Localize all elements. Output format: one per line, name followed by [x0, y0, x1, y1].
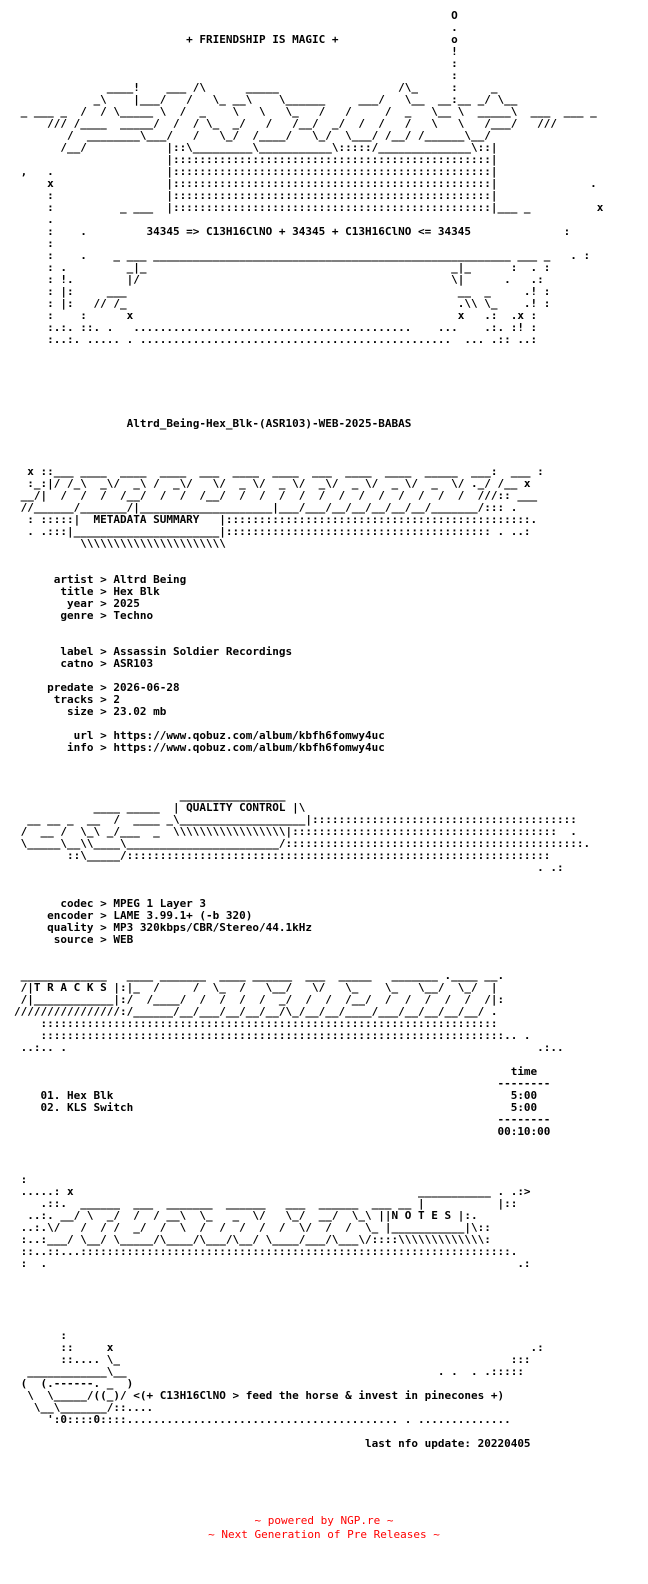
- nfo-line: :..:___/ \__/ \_____/\____/\___/\__/ \____/___/\___\/::::\\\\\\\\\\\\\:: [14, 1233, 491, 1246]
- nfo-line: :_:|/ /_\ _\/ _\ / _\/ \/ _ \/ _ \/ _\/ _ \/ _ \/ _ \/ ._/ /__ x: [14, 477, 531, 490]
- nfo-line: .: [14, 213, 54, 226]
- nfo-line: //______/_______/|____________________|___/___/__/__/__/__/__/_______/::: .: [14, 501, 518, 514]
- nfo-line: title > Hex Blk: [14, 585, 160, 598]
- nfo-line: : . _ ___ ______________________________________________________ ___ _ . :: [14, 249, 591, 262]
- nfo-line: /|____________|:/ /____/ / / / / _/ / / /__/ / / / / / /|:: [14, 993, 505, 1006]
- nfo-line: [14, 1306, 603, 1318]
- nfo-line: __ __ _ __ / ____ _\___________________|::::::::::::::::::::::::::::::::::::::::: [14, 813, 577, 826]
- nfo-line: / __ / \_\ _/___ _ \\\\\\\\\\\\\\\\\|:::::::::::::::::::::::::::::::::::::::: .: [14, 825, 577, 838]
- nfo-line: . .:::|______________________|:::::::::::::::::::::::::::::::::::::::: . ..:: [14, 525, 531, 538]
- nfo-line: \_____\__\\____\_______________________/:::::::::::::::::::::::::::::::::::::::::::::.: [14, 837, 591, 850]
- nfo-line: quality > MP3 320kbps/CBR/Stereo/44.1kHz: [14, 921, 313, 934]
- nfo-line: . .:: [14, 861, 564, 874]
- nfo-line: /__/ |::\_________\___________\:::::/______________\::|: [14, 141, 498, 154]
- nfo-line: : . 34345 => C13H16ClNO + 34345 + C13H16ClNO <= 34345 :: [14, 225, 571, 238]
- nfo-line: ':0::::0::::......................................... . ..............: [14, 1413, 511, 1426]
- nfo-line: [14, 1282, 603, 1294]
- nfo-line: :: [14, 237, 54, 250]
- nfo-line: __/| / / / /__/ / / /__/ / / / / / / / / / / / / ///:: ___: [14, 489, 538, 502]
- nfo-line: predate > 2026-06-28: [14, 681, 180, 694]
- nfo-line: [14, 874, 603, 886]
- nfo-line: ::\_____/::::::::::::::::::::::::::::::::::::::::::::::::::::::::::::::::: [14, 849, 551, 862]
- nfo-line: |::::::::::::::::::::::::::::::::::::::::::::::::|: [14, 153, 498, 166]
- nfo-line: ::.... \_ :::: [14, 1353, 531, 1366]
- nfo-line: / ________\___/ / \_/ /____/ \_/ \___/ /__/ /______\__/: [14, 129, 491, 142]
- nfo-line: : _ ___ |::::::::::::::::::::::::::::::::::::::::::::::::|___ _ x: [14, 201, 604, 214]
- nfo-line: ..:.. . .:..: [14, 1041, 564, 1054]
- nfo-line: : . .:: [14, 1257, 531, 1270]
- nfo-line: [14, 754, 603, 766]
- nfo-line: [14, 382, 603, 394]
- nfo-line: [14, 346, 603, 358]
- nfo-line: source > WEB: [14, 933, 134, 946]
- nfo-line: --------: [14, 1077, 551, 1090]
- ngp-link[interactable]: NGP.re: [340, 1514, 381, 1527]
- nfo-line: ____ _____ | QUALITY CONTROL |\: [14, 801, 306, 814]
- nfo-line: [14, 1270, 603, 1282]
- nfo-line: :.:. ::. . .......................................... ... .:. :! :: [14, 321, 538, 334]
- nfo-line: x ::___ ____ ____ ____ ___ ____ ____ ___ ____ ____ _____ ___: ___ :: [14, 465, 544, 478]
- powered-by-line: [0, 1514, 648, 1528]
- nfo-line: info > https://www.qobuz.com/album/kbfh6fomwy4uc: [14, 741, 385, 754]
- nfo-line: ::::::::::::::::::::::::::::::::::::::::::::::::::::::::::::::::::::::.. .: [14, 1029, 531, 1042]
- nfo-line: :: [14, 1329, 67, 1342]
- nfo-line: :: [14, 69, 458, 82]
- powered-by-prefix: ~ powered by: [254, 1514, 341, 1527]
- nfo-line: _ ___ _ / / \_____ \ / _ \ \ \_ / / / _ \__ \ _____\ ___ ___ _: [14, 105, 597, 118]
- nfo-line: [14, 622, 603, 634]
- nfo-line: O: [14, 9, 458, 22]
- ngp-tagline: ~ Next Generation of Pre Releases ~: [208, 1528, 440, 1541]
- nfo-line: /// /____ _____/ / / \_ _/ / /__/ _/ / / / \ \ /___/ ///: [14, 117, 558, 130]
- nfo-line: [14, 1294, 603, 1306]
- nfo-line: ________________: [14, 789, 286, 802]
- nfo-line: [14, 946, 603, 958]
- nfo-line: catno > ASR103: [14, 657, 154, 670]
- nfo-line: [14, 430, 603, 442]
- nfo-line: encoder > LAME 3.99.1+ (-b 320): [14, 909, 253, 922]
- nfo-line: 00:10:00: [14, 1125, 551, 1138]
- nfo-line: , . |::::::::::::::::::::::::::::::::::::::::::::::::|: [14, 165, 498, 178]
- nfo-line: _____________ ____ _______ ____ ______ ___ _____ _______ .____ __.: [14, 969, 505, 982]
- nfo-line: ..:. __/ \ _/ / / __\ \_ _ \/ \_/ __/ \_\ ||N O T E S |:.: [14, 1209, 478, 1222]
- nfo-line: [14, 1150, 603, 1162]
- nfo-line: : |: // /_ .\\ \_ .! :: [14, 297, 551, 310]
- nfo-line: tracks > 2: [14, 693, 120, 706]
- nfo-line: ( (.------. _ ): [14, 1377, 134, 1390]
- nfo-line: : :::::| METADATA SUMMARY |::::::::::::::::::::::::::::::::::::::::::::::.: [14, 513, 538, 526]
- nfo-line: genre > Techno: [14, 609, 154, 622]
- nfo-line: ____! ___ /\ _____ /\_ : _: [14, 81, 498, 94]
- nfo-line: /|T R A C K S |:|_ / / \_ / \__/ \/ \_ \_ \__/ \_/ |: [14, 981, 498, 994]
- nfo-line: ////////////////:/______/__/___/__/__/__/\_/__/__/____/___/__/__/__/__/ .: [14, 1005, 498, 1018]
- nfo-line: :: [14, 57, 458, 70]
- nfo-line: ..:.\/ / / / _/ / \ / / / / / \/ / / \_ |___________|\::: [14, 1221, 491, 1234]
- nfo-line: !: [14, 45, 458, 58]
- nfo-line: x |::::::::::::::::::::::::::::::::::::::::::::::::| .: [14, 177, 597, 190]
- nfo-line: year > 2025: [14, 597, 140, 610]
- nfo-line: url > https://www.qobuz.com/album/kbfh6fomwy4uc: [14, 729, 385, 742]
- nfo-line: + FRIENDSHIP IS MAGIC + o: [14, 33, 458, 46]
- nfo-line: Altrd_Being-Hex_Blk-(ASR103)-WEB-2025-BABAS: [14, 417, 412, 430]
- nfo-line: 02. KLS Switch 5:00: [14, 1101, 538, 1114]
- nfo-line: : |: ___ __ _ .! :: [14, 285, 551, 298]
- nfo-line: [14, 1162, 603, 1174]
- nfo-line: [14, 766, 603, 778]
- nfo-line: \ \_____/((_)/ <(+ C13H16ClNO > feed the horse & invest in pinecones +): [14, 1389, 505, 1402]
- nfo-line: :: x .:: [14, 1341, 544, 1354]
- nfo-line: last nfo update: 20220405: [14, 1437, 531, 1450]
- nfo-line: --------: [14, 1113, 551, 1126]
- nfo-line: time: [14, 1065, 538, 1078]
- nfo-art: [14, 10, 603, 1450]
- nfo-line: \\\\\\\\\\\\\\\\\\\\\\: [14, 537, 226, 550]
- nfo-line: : . _|_ _|_ : . :: [14, 261, 551, 274]
- nfo-line: : : x x .: .x :: [14, 309, 538, 322]
- nfo-line: :::::::::::::::::::::::::::::::::::::::::::::::::::::::::::::::::::::: [14, 1017, 498, 1030]
- ngp-footer: [0, 1514, 648, 1542]
- nfo-line: label > Assassin Soldier Recordings: [14, 645, 293, 658]
- nfo-line: ____________\__ . . . .:::::: [14, 1365, 524, 1378]
- nfo-line: :: [14, 1173, 28, 1186]
- nfo-line: [14, 370, 603, 382]
- nfo-line: .....: x ___________ . .:>: [14, 1185, 531, 1198]
- nfo-line: .: [14, 21, 458, 34]
- nfo-line: [14, 550, 603, 562]
- nfo-line: size > 23.02 mb: [14, 705, 167, 718]
- nfo-line: : !. |/ \| . .:: [14, 273, 544, 286]
- nfo-line: : |::::::::::::::::::::::::::::::::::::::::::::::::|: [14, 189, 498, 202]
- nfo-line: [14, 1318, 603, 1330]
- nfo-line: [14, 442, 603, 454]
- nfo-line: :..:. ..... . ............................................... ... .:: ..:: [14, 333, 538, 346]
- nfo-line: [14, 358, 603, 370]
- nfo-line: [14, 394, 603, 406]
- nfo-line: [14, 1138, 603, 1150]
- nfo-line: .::. ______ ___ _______ ______ ___ ______ ___ __ | |::: [14, 1197, 518, 1210]
- nfo-line: artist > Altrd Being: [14, 573, 187, 586]
- nfo-line: \__\_______/::....: [14, 1401, 154, 1414]
- nfo-line: codec > MPEG 1 Layer 3: [14, 897, 207, 910]
- powered-by-suffix: ~: [380, 1514, 394, 1527]
- nfo-line: _\ |___/ / \_ __\ \______ ___/ \__ __:__ _/ \__: [14, 93, 518, 106]
- nfo-line: ::..::...:::::::::::::::::::::::::::::::::::::::::::::::::::::::::::::::::.: [14, 1245, 518, 1258]
- nfo-line: 01. Hex Blk 5:00: [14, 1089, 538, 1102]
